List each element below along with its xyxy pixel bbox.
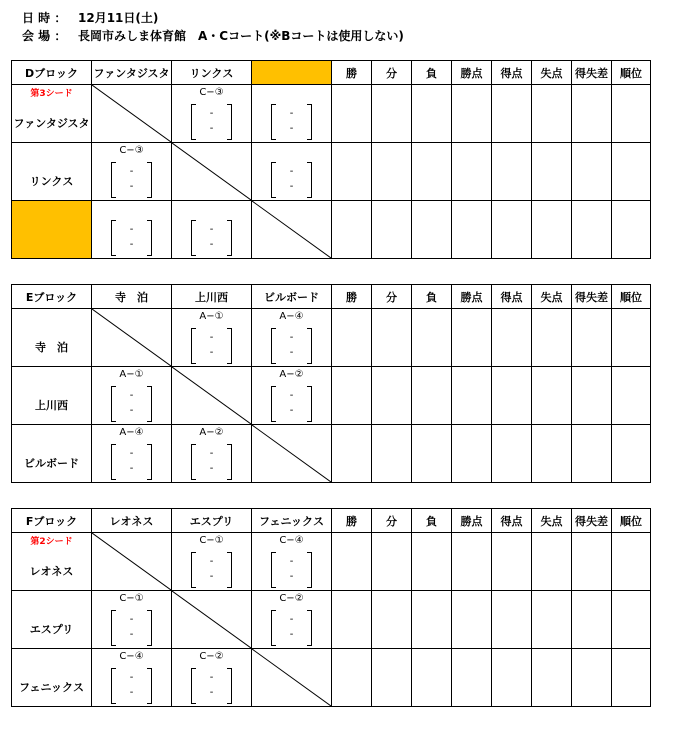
match-cell	[92, 591, 172, 649]
self-match-cell	[92, 533, 172, 591]
match-cell	[92, 201, 172, 259]
team-column-header: エスプリ	[172, 509, 252, 533]
stat-header: 失点	[532, 509, 572, 533]
stat-cell	[572, 367, 612, 425]
row-team-name: リンクス	[29, 175, 74, 188]
stat-cell	[412, 367, 452, 425]
team-column-header: レオネス	[92, 509, 172, 533]
stat-cell	[612, 309, 651, 367]
diagonal-line	[172, 143, 251, 200]
score-dash: -	[209, 448, 214, 459]
score-dash: -	[129, 390, 134, 401]
match-cell	[92, 649, 172, 707]
stat-cell	[572, 201, 612, 259]
team-row	[12, 425, 651, 483]
team-column-header: フェニックス	[252, 509, 332, 533]
stat-header: 得点	[492, 61, 532, 85]
score-dash: -	[289, 405, 294, 416]
self-match-cell	[252, 425, 332, 483]
stat-cell	[332, 533, 372, 591]
score-dash: -	[129, 463, 134, 474]
date-label: 日 時 ：	[22, 11, 67, 25]
stat-cell	[492, 143, 532, 201]
score-dash: -	[129, 405, 134, 416]
stat-cell	[372, 591, 412, 649]
stat-cell	[572, 85, 612, 143]
self-match-cell	[172, 143, 252, 201]
row-team-name: フェニックス	[19, 681, 84, 694]
match-cell	[252, 143, 332, 201]
court-match-code: C−②	[199, 651, 224, 662]
stat-cell	[492, 425, 532, 483]
team-column-header	[252, 61, 332, 85]
score-box	[271, 162, 312, 196]
row-team-cell	[12, 591, 92, 649]
stat-cell	[332, 85, 372, 143]
row-team-cell	[12, 367, 92, 425]
stat-cell	[532, 425, 572, 483]
stat-header: 得点	[492, 285, 532, 309]
stat-cell	[532, 309, 572, 367]
stat-cell	[372, 309, 412, 367]
stat-header: 得失差	[572, 285, 612, 309]
block-table	[11, 284, 651, 483]
venue-label: 会 場 ：	[22, 29, 67, 43]
team-row	[12, 367, 651, 425]
block-table	[11, 60, 651, 259]
court-match-code: A−②	[199, 427, 224, 438]
score-box	[191, 444, 232, 478]
self-match-cell	[172, 591, 252, 649]
stat-header: 勝	[332, 61, 372, 85]
team-row	[12, 533, 651, 591]
stat-cell	[612, 425, 651, 483]
block-header-row	[12, 285, 651, 309]
team-column-header: 上川西	[172, 285, 252, 309]
row-team-cell	[12, 649, 92, 707]
stat-cell	[492, 309, 532, 367]
score-dash: -	[209, 332, 214, 343]
stat-cell	[412, 143, 452, 201]
self-match-cell	[252, 649, 332, 707]
row-team-cell	[12, 533, 92, 591]
self-match-cell	[92, 85, 172, 143]
seed-label: 第3シード	[30, 89, 73, 99]
diagonal-line	[252, 649, 331, 706]
score-dash: -	[289, 166, 294, 177]
stat-cell	[572, 649, 612, 707]
score-box	[191, 328, 232, 362]
block-name: Fブロック	[12, 509, 92, 533]
stat-header: 分	[372, 61, 412, 85]
score-dash: -	[129, 448, 134, 459]
match-cell	[92, 367, 172, 425]
stat-cell	[412, 309, 452, 367]
stat-cell	[612, 591, 651, 649]
score-dash: -	[209, 571, 214, 582]
match-cell	[172, 649, 252, 707]
score-dash: -	[129, 166, 134, 177]
stat-cell	[532, 367, 572, 425]
diagonal-line	[252, 201, 331, 258]
court-match-code: C−③	[119, 145, 144, 156]
stat-cell	[532, 201, 572, 259]
court-match-code: A−①	[199, 311, 224, 322]
team-row	[12, 649, 651, 707]
team-row	[12, 85, 651, 143]
stat-cell	[452, 591, 492, 649]
stat-cell	[572, 309, 612, 367]
stat-cell	[372, 85, 412, 143]
row-team-cell	[12, 143, 92, 201]
stat-cell	[412, 201, 452, 259]
stat-cell	[492, 649, 532, 707]
block-header-row	[12, 509, 651, 533]
stat-cell	[452, 309, 492, 367]
score-dash: -	[289, 556, 294, 567]
stat-header: 負	[412, 509, 452, 533]
row-team-name: 寺 泊	[35, 341, 68, 354]
row-team-name: レオネス	[29, 565, 74, 578]
diagonal-line	[92, 309, 171, 366]
block-table	[11, 508, 651, 707]
block-name: Dブロック	[12, 61, 92, 85]
block-header-row	[12, 61, 651, 85]
stat-cell	[412, 425, 452, 483]
team-row	[12, 591, 651, 649]
date-line	[22, 9, 158, 26]
court-match-code: A−④	[279, 311, 304, 322]
match-cell	[252, 591, 332, 649]
stat-header: 順位	[612, 285, 651, 309]
team-column-header: ファンタジスタ	[92, 61, 172, 85]
match-cell	[92, 425, 172, 483]
court-match-code: C−④	[119, 651, 144, 662]
score-box	[271, 104, 312, 138]
stat-cell	[532, 533, 572, 591]
stat-header: 得点	[492, 509, 532, 533]
block-name: Eブロック	[12, 285, 92, 309]
stat-cell	[332, 649, 372, 707]
row-team-name: ビルボード	[24, 457, 79, 470]
stat-cell	[332, 425, 372, 483]
stat-cell	[492, 533, 532, 591]
stat-cell	[412, 85, 452, 143]
match-cell	[172, 201, 252, 259]
stat-header: 勝	[332, 509, 372, 533]
score-dash: -	[289, 614, 294, 625]
stat-cell	[612, 201, 651, 259]
row-team-cell	[12, 309, 92, 367]
score-dash: -	[129, 239, 134, 250]
row-team-name: 上川西	[35, 399, 68, 412]
stat-header: 順位	[612, 509, 651, 533]
team-column-header: 寺 泊	[92, 285, 172, 309]
team-row	[12, 309, 651, 367]
score-box	[111, 386, 152, 420]
stat-cell	[452, 649, 492, 707]
stat-cell	[572, 143, 612, 201]
stat-cell	[452, 533, 492, 591]
diagonal-line	[252, 425, 331, 482]
stat-header: 失点	[532, 285, 572, 309]
score-dash: -	[289, 332, 294, 343]
stat-header: 勝点	[452, 509, 492, 533]
stat-header: 得失差	[572, 509, 612, 533]
stat-cell	[572, 533, 612, 591]
score-dash: -	[209, 463, 214, 474]
score-box	[271, 386, 312, 420]
stat-cell	[492, 591, 532, 649]
score-box	[111, 220, 152, 254]
match-cell	[252, 533, 332, 591]
stat-cell	[332, 367, 372, 425]
stat-header: 負	[412, 61, 452, 85]
score-dash: -	[209, 224, 214, 235]
court-match-code: A−①	[119, 369, 144, 380]
court-match-code: A−④	[119, 427, 144, 438]
stat-cell	[612, 367, 651, 425]
stat-cell	[372, 201, 412, 259]
stat-header: 勝点	[452, 61, 492, 85]
stat-cell	[372, 533, 412, 591]
score-dash: -	[209, 556, 214, 567]
team-row	[12, 201, 651, 259]
score-box	[191, 552, 232, 586]
score-box	[111, 668, 152, 702]
seed-label: 第2シード	[30, 537, 73, 547]
stat-header: 勝点	[452, 285, 492, 309]
match-cell	[92, 143, 172, 201]
court-match-code: C−①	[119, 593, 144, 604]
stat-cell	[612, 649, 651, 707]
score-dash: -	[129, 181, 134, 192]
score-box	[271, 552, 312, 586]
stat-cell	[452, 367, 492, 425]
stat-cell	[372, 143, 412, 201]
stat-header: 順位	[612, 61, 651, 85]
stat-header: 失点	[532, 61, 572, 85]
self-match-cell	[252, 201, 332, 259]
row-team-cell	[12, 425, 92, 483]
court-match-code: C−①	[199, 535, 224, 546]
match-cell	[172, 425, 252, 483]
score-dash: -	[129, 672, 134, 683]
stat-cell	[372, 367, 412, 425]
score-dash: -	[289, 571, 294, 582]
score-dash: -	[289, 123, 294, 134]
stat-cell	[492, 85, 532, 143]
stat-cell	[612, 85, 651, 143]
score-dash: -	[129, 629, 134, 640]
score-dash: -	[289, 181, 294, 192]
stat-cell	[452, 85, 492, 143]
score-box	[191, 220, 232, 254]
stat-cell	[412, 591, 452, 649]
score-box	[111, 162, 152, 196]
score-dash: -	[289, 347, 294, 358]
score-box	[111, 610, 152, 644]
match-cell	[172, 85, 252, 143]
row-team-name: エスプリ	[29, 623, 74, 636]
team-column-header: リンクス	[172, 61, 252, 85]
match-cell	[252, 309, 332, 367]
stat-cell	[532, 143, 572, 201]
diagonal-line	[92, 85, 171, 142]
stat-cell	[372, 649, 412, 707]
court-match-code: C−④	[279, 535, 304, 546]
score-dash: -	[209, 347, 214, 358]
match-cell	[252, 85, 332, 143]
stat-cell	[332, 201, 372, 259]
score-box	[191, 668, 232, 702]
stat-cell	[572, 425, 612, 483]
score-dash: -	[209, 672, 214, 683]
diagonal-line	[92, 533, 171, 590]
score-dash: -	[129, 614, 134, 625]
stat-cell	[452, 143, 492, 201]
court-match-code: C−③	[199, 87, 224, 98]
stat-header: 分	[372, 285, 412, 309]
stat-cell	[532, 85, 572, 143]
score-box	[111, 444, 152, 478]
stat-cell	[332, 309, 372, 367]
score-box	[271, 328, 312, 362]
stat-cell	[572, 591, 612, 649]
score-box	[271, 610, 312, 644]
venue-line	[22, 27, 404, 44]
match-cell	[252, 367, 332, 425]
stat-cell	[612, 143, 651, 201]
row-team-cell	[12, 201, 92, 259]
diagonal-line	[172, 591, 251, 648]
score-dash: -	[209, 123, 214, 134]
self-match-cell	[172, 367, 252, 425]
match-cell	[172, 309, 252, 367]
date-value: 12月11日(土)	[78, 11, 159, 25]
stat-cell	[332, 143, 372, 201]
stat-cell	[612, 533, 651, 591]
score-dash: -	[209, 239, 214, 250]
stat-cell	[332, 591, 372, 649]
diagonal-line	[172, 367, 251, 424]
team-row	[12, 143, 651, 201]
score-dash: -	[129, 687, 134, 698]
stat-cell	[372, 425, 412, 483]
self-match-cell	[92, 309, 172, 367]
stat-cell	[452, 201, 492, 259]
score-dash: -	[209, 108, 214, 119]
stat-cell	[452, 425, 492, 483]
team-column-header: ビルボード	[252, 285, 332, 309]
score-dash: -	[129, 224, 134, 235]
score-dash: -	[289, 108, 294, 119]
score-box	[191, 104, 232, 138]
stat-cell	[532, 649, 572, 707]
stat-cell	[412, 533, 452, 591]
score-dash: -	[209, 687, 214, 698]
stat-cell	[492, 201, 532, 259]
stat-cell	[412, 649, 452, 707]
stat-header: 得失差	[572, 61, 612, 85]
stat-header: 負	[412, 285, 452, 309]
venue-value: 長岡市みしま体育館 A・Cコート(※Bコートは使用しない)	[78, 29, 404, 43]
row-team-cell	[12, 85, 92, 143]
score-dash: -	[289, 390, 294, 401]
stat-cell	[532, 591, 572, 649]
court-match-code: A−②	[279, 369, 304, 380]
stat-header: 分	[372, 509, 412, 533]
row-team-name: ファンタジスタ	[13, 117, 90, 130]
stat-cell	[492, 367, 532, 425]
court-match-code: C−②	[279, 593, 304, 604]
score-dash: -	[289, 629, 294, 640]
match-cell	[172, 533, 252, 591]
stat-header: 勝	[332, 285, 372, 309]
